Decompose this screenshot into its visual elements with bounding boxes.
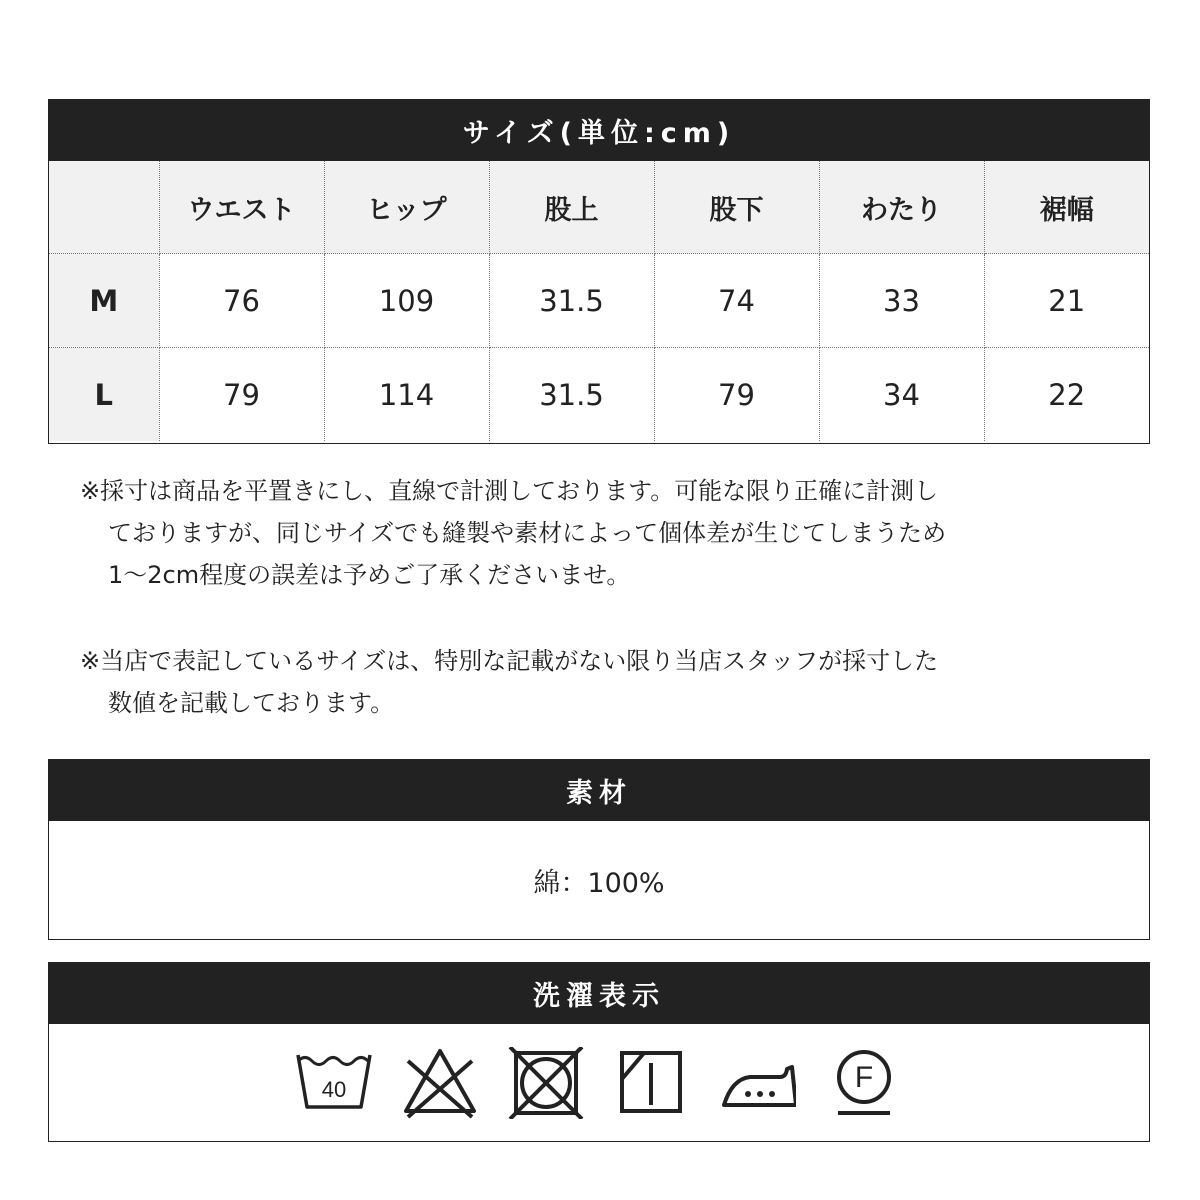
care-icons xyxy=(49,1024,1149,1141)
table-cell: 34 xyxy=(819,348,984,442)
note-line: ておりますが、同じサイズでも縫製や素材によって個体差が生じてしまうため xyxy=(108,519,947,547)
table-cell: 21 xyxy=(984,254,1149,348)
col-header-hem-width: 裾幅 xyxy=(984,161,1149,254)
size-table-section xyxy=(48,99,1150,444)
care-title: 洗濯表示 xyxy=(49,963,1149,1024)
note-line: 数値を記載しております。 xyxy=(108,689,395,717)
table-row xyxy=(49,254,1149,348)
no-bleach-icon xyxy=(402,1047,478,1119)
note-line: ※当店で表記しているサイズは、特別な記載がない限り当店スタッフが採寸した xyxy=(80,647,939,675)
table-cell: 79 xyxy=(159,348,324,442)
professional-f-icon xyxy=(826,1047,902,1119)
table-cell: 114 xyxy=(324,348,489,442)
note-line: 1～2cm程度の誤差は予めご了承くださいませ。 xyxy=(108,561,631,589)
size-source-note xyxy=(80,640,1060,724)
table-cell: 31.5 xyxy=(489,254,654,348)
table-cell: 33 xyxy=(819,254,984,348)
row-label-size: M xyxy=(49,254,159,348)
size-table xyxy=(49,161,1149,441)
note-line: ※採寸は商品を平置きにし、直線で計測しております。可能な限り正確に計測し xyxy=(80,477,939,505)
table-cell: 79 xyxy=(654,348,819,442)
professional-letter: F xyxy=(854,1060,874,1094)
table-row xyxy=(49,348,1149,442)
material-section xyxy=(48,759,1150,940)
col-header-hip: ヒップ xyxy=(324,161,489,254)
col-header-rise: 股上 xyxy=(489,161,654,254)
table-cell: 109 xyxy=(324,254,489,348)
no-tumble-dry-icon xyxy=(508,1047,584,1119)
table-cell: 22 xyxy=(984,348,1149,442)
measurement-note xyxy=(80,470,1060,596)
iron-low-icon xyxy=(720,1047,796,1119)
material-title: 素材 xyxy=(49,760,1149,821)
material-value: 綿：100% xyxy=(533,867,665,899)
table-cell: 31.5 xyxy=(489,348,654,442)
table-cell: 74 xyxy=(654,254,819,348)
size-table-header-row xyxy=(49,161,1149,254)
row-label-size: L xyxy=(49,348,159,442)
wash-temperature: 40 xyxy=(321,1076,347,1102)
corner-cell xyxy=(49,161,159,254)
material-body xyxy=(49,821,1149,939)
care-section xyxy=(48,962,1150,1142)
table-cell: 76 xyxy=(159,254,324,348)
col-header-waist: ウエスト xyxy=(159,161,324,254)
wash-40-tub-icon xyxy=(296,1047,372,1119)
size-table-title: サイズ(単位:cm) xyxy=(49,100,1149,161)
col-header-inseam: 股下 xyxy=(654,161,819,254)
col-header-thigh: わたり xyxy=(819,161,984,254)
drip-dry-shade-icon xyxy=(614,1047,690,1119)
